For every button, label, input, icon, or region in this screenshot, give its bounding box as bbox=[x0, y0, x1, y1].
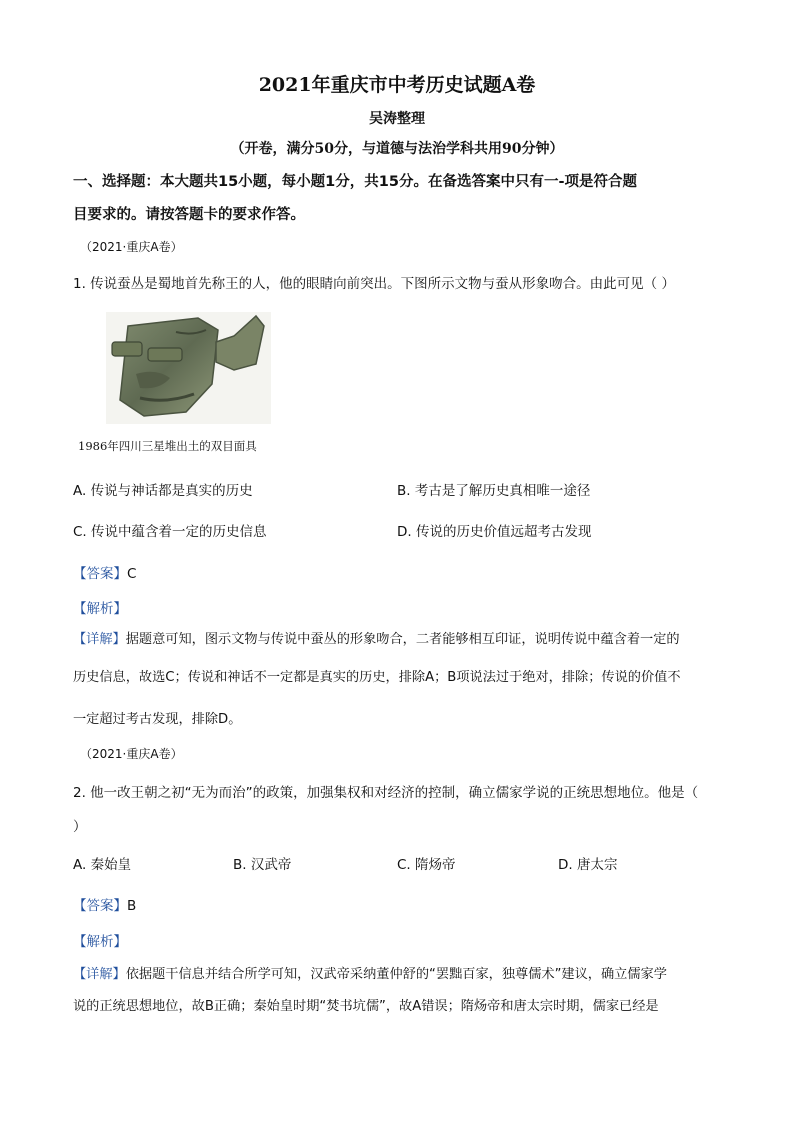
q1-answer bbox=[73, 562, 136, 582]
q1-detail-line2: 历史信息，故选C；传说和神话不一定都是真实的历史，排除A；B项说法过于绝对，排除；传说的价值不 bbox=[73, 670, 681, 685]
q1-option-b: B. 考古是了解历史真相唯一途径 bbox=[397, 483, 591, 499]
section-heading-line1: 一、选择题：本大题共15小题，每小题1分，共15分。在备选答案中只有一-项是符合题 bbox=[73, 174, 637, 190]
q2-detail-line1 bbox=[73, 963, 667, 982]
q2-option-b: B. 汉武帝 bbox=[233, 857, 292, 873]
q1-option-d: D. 传说的历史价值远超考古发现 bbox=[397, 524, 592, 540]
mask-protruding-eye-left bbox=[112, 342, 142, 356]
image-caption: 1986年四川三星堆出土的双目面具 bbox=[78, 439, 257, 453]
q2-option-c: C. 隋炀帝 bbox=[397, 857, 456, 873]
q1-detail-line3: 一定超过考古发现，排除D。 bbox=[73, 712, 242, 727]
answer-tag: 【答案】 bbox=[73, 898, 127, 914]
answer-tag: 【答案】 bbox=[73, 566, 127, 582]
author-line: 吴涛整理 bbox=[369, 111, 425, 127]
detail-tag: 【详解】 bbox=[73, 967, 126, 982]
q2-source: （2021·重庆A卷） bbox=[80, 747, 183, 761]
q1-source: （2021·重庆A卷） bbox=[80, 240, 183, 254]
q2-detail-line2: 说的正统思想地位，故B正确；秦始皇时期“焚书坑儒”，故A错误；隋炀帝和唐太宗时期，儒家已经是 bbox=[73, 999, 659, 1014]
q2-option-a: A. 秦始皇 bbox=[73, 857, 132, 873]
q1-answer-value: C bbox=[127, 566, 137, 582]
bronze-mask-image bbox=[106, 312, 271, 424]
q2-answer bbox=[73, 894, 136, 914]
q2-option-d: D. 唐太宗 bbox=[558, 857, 618, 873]
section-heading-line2: 目要求的。请按答题卡的要求作答。 bbox=[73, 207, 305, 223]
q1-detail-text1: 据题意可知，图示文物与传说中蚕丛的形象吻合，二者能够相互印证，说明传说中蕴含着一定的 bbox=[125, 632, 680, 647]
q1-analysis-label: 【解析】 bbox=[73, 601, 127, 617]
q1-option-a: A. 传说与神话都是真实的历史 bbox=[73, 483, 253, 499]
q1-option-c: C. 传说中蕴含着一定的历史信息 bbox=[73, 524, 267, 540]
q2-stem-line2: ） bbox=[73, 819, 87, 835]
exam-note: （开卷，满分50分，与道德与法治学科共用90分钟） bbox=[230, 141, 564, 157]
q2-analysis-label: 【解析】 bbox=[73, 934, 127, 950]
q2-detail-text1: 依据题干信息并结合所学可知，汉武帝采纳董仲舒的“罢黜百家，独尊儒术”建议，确立儒家学 bbox=[125, 967, 667, 982]
page-title: 2021年重庆市中考历史试题A卷 bbox=[258, 74, 536, 96]
detail-tag: 【详解】 bbox=[73, 632, 126, 647]
mask-protruding-eye-right bbox=[148, 348, 182, 361]
q1-stem: 1. 传说蚕丛是蜀地首先称王的人，他的眼睛向前突出。下图所示文物与蚕从形象吻合。由此可见（ ） bbox=[73, 276, 675, 292]
q2-stem-line1: 2. 他一改王朝之初“无为而治”的政策，加强集权和对经济的控制，确立儒家学说的正统思想地位。他是（ bbox=[73, 785, 699, 801]
q1-detail-line1 bbox=[73, 628, 680, 647]
q2-answer-value: B bbox=[127, 898, 137, 914]
